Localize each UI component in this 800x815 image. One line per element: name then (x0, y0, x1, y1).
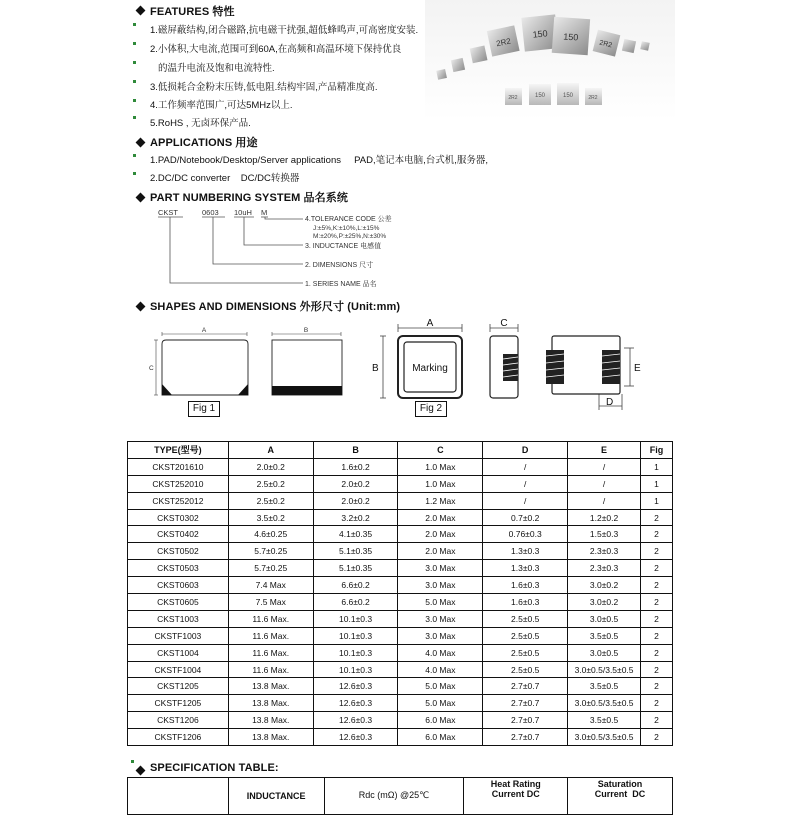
spec-header-text: Heat Rating (490, 779, 541, 789)
table-row (128, 526, 673, 543)
table-cell: / (483, 458, 568, 475)
table-row (128, 594, 673, 611)
table-cell: 1.6±0.2 (313, 458, 398, 475)
marking-label: Marking (412, 363, 448, 374)
bullet-tick-icon (133, 172, 136, 175)
table-cell: 2 (641, 695, 673, 712)
svg-text:150: 150 (562, 93, 574, 99)
table-cell: 2.3±0.3 (568, 560, 641, 577)
table-cell: CKST0503 (128, 560, 229, 577)
table-cell: 1.3±0.3 (483, 543, 568, 560)
table-cell: CKST1205 (128, 678, 229, 695)
table-cell: 0.76±0.3 (483, 526, 568, 543)
section-bullet-icon (136, 302, 146, 312)
table-cell: 2.0 Max (398, 509, 483, 526)
table-cell: 12.6±0.3 (313, 678, 398, 695)
table-cell: 3.0±0.5 (568, 610, 641, 627)
table-cell: 1.6±0.3 (483, 594, 568, 611)
table-cell: / (568, 475, 641, 492)
section-bullet-icon (136, 138, 146, 148)
svg-text:C: C (500, 318, 508, 329)
svg-text:E: E (634, 363, 641, 374)
table-cell: / (568, 492, 641, 509)
table-cell: 4.0 Max (398, 644, 483, 661)
table-row (128, 458, 673, 475)
table-cell: 1.2±0.2 (568, 509, 641, 526)
table-cell: CKST1003 (128, 610, 229, 627)
spec-header-saturation (568, 778, 673, 815)
table-cell: 3.0±0.5/3.5±0.5 (568, 695, 641, 712)
table-cell: 2 (641, 712, 673, 729)
spec-header-rdc (324, 778, 464, 815)
table-row (128, 492, 673, 509)
features-title: FEATURES 特性 (150, 6, 235, 18)
table-cell: 2.0 Max (398, 543, 483, 560)
table-cell: CKST252010 (128, 475, 229, 492)
tolerance-detail: M:±20%,P:±25%,N:±30% (313, 233, 387, 240)
feature-item: 4.工作频率范围广,可达5MHz以上. (150, 100, 293, 111)
section-bullet-icon (136, 766, 146, 776)
table-cell: 3.0±0.2 (568, 594, 641, 611)
table-cell: 2 (641, 661, 673, 678)
table-cell: CKST0605 (128, 594, 229, 611)
table-cell: 3.0 Max (398, 610, 483, 627)
header-e: E (568, 442, 641, 459)
specification-table (127, 777, 673, 815)
bullet-tick-icon (133, 116, 136, 119)
photo-inductor (557, 83, 579, 105)
table-cell: 4.1±0.35 (313, 526, 398, 543)
table-cell: 2.7±0.7 (483, 712, 568, 729)
svg-text:2R2: 2R2 (598, 39, 613, 50)
table-cell: CKSTF1205 (128, 695, 229, 712)
fig1-drawing (140, 322, 355, 404)
table-cell: CKSTF1206 (128, 729, 229, 746)
table-cell: 6.0 Max (398, 712, 483, 729)
svg-text:2R2: 2R2 (495, 36, 512, 49)
table-cell: 2 (641, 594, 673, 611)
table-row (128, 695, 673, 712)
feature-item: 5.RoHS , 无卤环保产品. (150, 118, 251, 129)
table-row (128, 610, 673, 627)
table-row (128, 577, 673, 594)
svg-text:A: A (201, 327, 207, 334)
table-cell: 3.2±0.2 (313, 509, 398, 526)
table-cell: 7.5 Max (228, 594, 313, 611)
table-row (128, 644, 673, 661)
table-row (128, 627, 673, 644)
feature-item: 2.小体积,大电流,范围可到60A,在高频和高温环境下保持优良 (150, 44, 402, 55)
table-cell: 1.3±0.3 (483, 560, 568, 577)
spec-header-inductance (228, 778, 324, 815)
table-cell: 5.0 Max (398, 678, 483, 695)
photo-inductor (552, 17, 590, 55)
table-cell: 6.0 Max (398, 729, 483, 746)
table-row (128, 543, 673, 560)
spec-header-heat (464, 778, 568, 815)
header-a: A (228, 442, 313, 459)
application-item: 1.PAD/Notebook/Desktop/Server applications PAD,笔记本电脑,台式机,服务器, (150, 155, 489, 166)
table-cell: 3.0±0.5/3.5±0.5 (568, 729, 641, 746)
table-cell: 12.6±0.3 (313, 729, 398, 746)
photo-inductor (585, 88, 602, 105)
svg-text:A: A (426, 318, 434, 329)
table-cell: 12.6±0.3 (313, 695, 398, 712)
svg-text:2R2: 2R2 (508, 95, 518, 101)
table-cell: 2.0 Max (398, 526, 483, 543)
table-cell: 3.5±0.5 (568, 627, 641, 644)
fig2-drawing (362, 314, 662, 414)
svg-text:B: B (303, 327, 309, 334)
table-cell: 1.5±0.3 (568, 526, 641, 543)
tolerance-code: M (261, 208, 268, 217)
table-row (128, 712, 673, 729)
table-cell: 5.7±0.25 (228, 560, 313, 577)
bullet-tick-icon (133, 42, 136, 45)
table-cell: 2 (641, 509, 673, 526)
table-cell: 2.7±0.7 (483, 678, 568, 695)
table-cell: CKST1004 (128, 644, 229, 661)
table-cell: 6.6±0.2 (313, 594, 398, 611)
table-cell: CKST1206 (128, 712, 229, 729)
table-cell: 10.1±0.3 (313, 610, 398, 627)
bullet-tick-icon (133, 154, 136, 157)
table-cell: CKSTF1004 (128, 661, 229, 678)
table-cell: 4.6±0.25 (228, 526, 313, 543)
table-cell: 2.5±0.5 (483, 661, 568, 678)
header-c: C (398, 442, 483, 459)
feature-item: 的温升电流及饱和电流特性. (158, 63, 275, 74)
spec-header-text: Rdc (mΩ) @25℃ (358, 790, 430, 800)
table-cell: 11.6 Max. (228, 610, 313, 627)
table-cell: 2 (641, 627, 673, 644)
table-cell: 1.0 Max (398, 458, 483, 475)
table-cell: 1.0 Max (398, 475, 483, 492)
table-row (128, 729, 673, 746)
bullet-tick-icon (131, 760, 134, 763)
table-cell: 13.8 Max. (228, 695, 313, 712)
table-cell: 6.6±0.2 (313, 577, 398, 594)
table-cell: CKST0603 (128, 577, 229, 594)
table-cell: 11.6 Max. (228, 661, 313, 678)
fig1-label: Fig 1 (188, 401, 220, 417)
table-cell: 5.7±0.25 (228, 543, 313, 560)
table-cell: 5.0 Max (398, 594, 483, 611)
dimensions-table (127, 441, 673, 746)
table-cell: CKST0502 (128, 543, 229, 560)
specification-title: SPECIFICATION TABLE: (150, 762, 279, 774)
table-cell: 2.5±0.5 (483, 644, 568, 661)
table-cell: 2 (641, 577, 673, 594)
table-cell: CKST0402 (128, 526, 229, 543)
table-cell: 2.7±0.7 (483, 695, 568, 712)
table-cell: 3.0 Max (398, 627, 483, 644)
table-cell: 3.0±0.5/3.5±0.5 (568, 661, 641, 678)
dimension-code: 0603 (202, 208, 219, 217)
table-cell: 2 (641, 678, 673, 695)
table-cell: 3.5±0.5 (568, 712, 641, 729)
table-cell: 2.5±0.5 (483, 610, 568, 627)
table-cell: 1 (641, 458, 673, 475)
table-row (128, 475, 673, 492)
table-cell: 13.8 Max. (228, 678, 313, 695)
series-label: 1. SERIES NAME 品名 (305, 281, 377, 288)
inductance-label: 3. INDUCTANCE 电感值 (305, 243, 382, 250)
bullet-tick-icon (133, 23, 136, 26)
product-photo (425, 0, 675, 120)
shapes-title: SHAPES AND DIMENSIONS 外形尺寸 (Unit:mm) (150, 301, 401, 313)
table-cell: 2.3±0.3 (568, 543, 641, 560)
table-cell: 5.0 Max (398, 695, 483, 712)
table-cell: 1 (641, 492, 673, 509)
header-fig: Fig (641, 442, 673, 459)
table-cell: 3.5±0.2 (228, 509, 313, 526)
fig2-label: Fig 2 (415, 401, 447, 417)
table-cell: 2.5±0.2 (228, 475, 313, 492)
applications-title: APPLICATIONS 用途 (150, 137, 258, 149)
table-cell: 3.0±0.2 (568, 577, 641, 594)
section-bullet-icon (136, 6, 146, 16)
svg-text:2R2: 2R2 (588, 95, 598, 101)
feature-item: 3.低损耗合金粉末压铸,低电阻.结构牢固,产品精准度高. (150, 82, 378, 93)
table-cell: / (483, 492, 568, 509)
table-cell: 2 (641, 610, 673, 627)
svg-text:150: 150 (563, 31, 579, 43)
table-cell: 13.8 Max. (228, 712, 313, 729)
table-cell: / (568, 458, 641, 475)
table-cell: 10.1±0.3 (313, 644, 398, 661)
table-row (128, 661, 673, 678)
table-cell: 2.5±0.2 (228, 492, 313, 509)
table-cell: CKST0302 (128, 509, 229, 526)
bullet-tick-icon (133, 80, 136, 83)
bullet-tick-icon (133, 61, 136, 64)
table-row (128, 509, 673, 526)
header-d: D (483, 442, 568, 459)
photo-inductor (436, 69, 447, 80)
table-cell: 2 (641, 644, 673, 661)
bullet-tick-icon (133, 99, 136, 102)
svg-text:D: D (606, 397, 614, 408)
spec-header-text: Current DC (594, 789, 646, 799)
table-cell: 2 (641, 526, 673, 543)
spec-header-text: INDUCTANCE (246, 791, 306, 801)
table-cell: 2 (641, 543, 673, 560)
photo-inductor (470, 45, 488, 63)
feature-item: 1.磁屏蔽结构,闭合磁路,抗电磁干扰强,超低蜂鸣声,可高密度安装. (150, 25, 419, 36)
table-row (128, 560, 673, 577)
table-cell: 11.6 Max. (228, 644, 313, 661)
table-cell: 10.1±0.3 (313, 661, 398, 678)
table-cell: 0.7±0.2 (483, 509, 568, 526)
table-cell: CKST201610 (128, 458, 229, 475)
series-code: CKST (158, 208, 179, 217)
svg-text:B: B (372, 363, 379, 374)
table-row (128, 678, 673, 695)
table-cell: 3.0 Max (398, 560, 483, 577)
table-cell: 2.0±0.2 (313, 475, 398, 492)
table-cell: 4.0 Max (398, 661, 483, 678)
table-cell: 2.0±0.2 (313, 492, 398, 509)
photo-inductor (505, 88, 522, 105)
table-cell: CKSTF1003 (128, 627, 229, 644)
table-cell: 5.1±0.35 (313, 543, 398, 560)
svg-text:C: C (149, 365, 154, 372)
table-cell: 2.7±0.7 (483, 729, 568, 746)
photo-inductor (451, 58, 465, 72)
photo-inductor (640, 41, 649, 50)
table-cell: 2.5±0.5 (483, 627, 568, 644)
table-cell: 3.5±0.5 (568, 678, 641, 695)
table-cell: 1 (641, 475, 673, 492)
spec-header-blank (128, 778, 229, 815)
table-cell: 11.6 Max. (228, 627, 313, 644)
table-cell: 13.8 Max. (228, 729, 313, 746)
spec-header-text: Current DC (491, 789, 540, 799)
table-cell: 2 (641, 729, 673, 746)
table-header-row (128, 442, 673, 459)
photo-inductor (622, 39, 636, 53)
table-cell: 2 (641, 560, 673, 577)
svg-text:150: 150 (532, 28, 549, 40)
tolerance-label: 4.TOLERANCE CODE 公差 (305, 216, 392, 223)
dimensions-label: 2. DIMENSIONS 尺寸 (305, 262, 374, 269)
header-type: TYPE(型号) (128, 442, 229, 459)
photo-inductor (529, 84, 551, 105)
svg-text:150: 150 (534, 93, 546, 99)
section-bullet-icon (136, 193, 146, 203)
table-cell: 3.0±0.5 (568, 644, 641, 661)
table-cell: 10.1±0.3 (313, 627, 398, 644)
inductance-code: 10uH (234, 208, 252, 217)
spec-header-text: Saturation (597, 779, 643, 789)
table-header-row (128, 778, 673, 815)
table-cell: 1.6±0.3 (483, 577, 568, 594)
table-cell: CKST252012 (128, 492, 229, 509)
table-cell: 3.0 Max (398, 577, 483, 594)
table-cell: 7.4 Max (228, 577, 313, 594)
table-cell: 1.2 Max (398, 492, 483, 509)
application-item: 2.DC/DC converter DC/DC转换器 (150, 173, 300, 184)
fig1-side-view (162, 340, 248, 395)
table-cell: / (483, 475, 568, 492)
header-b: B (313, 442, 398, 459)
part-numbering-title: PART NUMBERING SYSTEM 品名系统 (150, 192, 348, 204)
tolerance-detail: J:±5%,K:±10%,L:±15% (313, 225, 380, 232)
table-cell: 2.0±0.2 (228, 458, 313, 475)
part-number-diagram (155, 205, 455, 290)
table-cell: 12.6±0.3 (313, 712, 398, 729)
table-cell: 5.1±0.35 (313, 560, 398, 577)
